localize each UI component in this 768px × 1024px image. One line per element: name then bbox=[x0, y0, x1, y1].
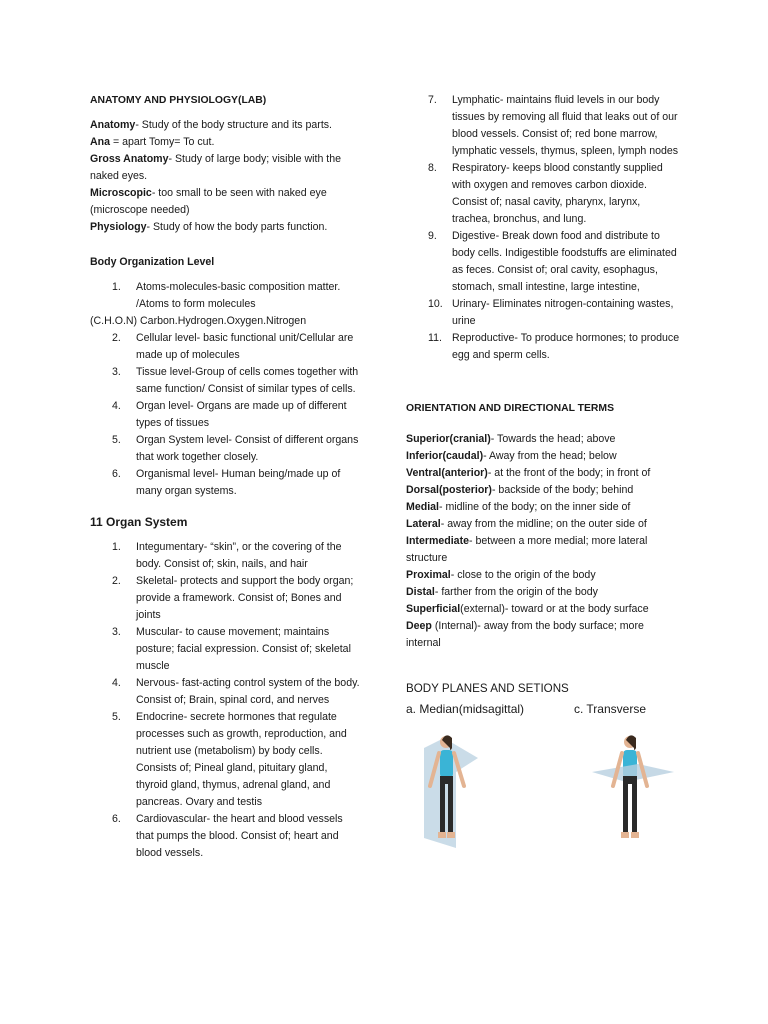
term: Medial bbox=[406, 501, 439, 513]
list-item bbox=[90, 709, 362, 811]
term-medial bbox=[406, 499, 681, 516]
definition-text: - Study of how the body parts function. bbox=[146, 221, 328, 233]
list-text: Atoms-molecules-basic composition matter. /Atoms to form molecules bbox=[136, 281, 341, 310]
list-item bbox=[90, 675, 362, 709]
list-item bbox=[90, 624, 362, 675]
definitions bbox=[90, 117, 362, 236]
left-column bbox=[90, 92, 362, 862]
definition-text: - too small to be seen with naked eye (microscope needed) bbox=[90, 187, 327, 216]
list-number: 9. bbox=[428, 230, 437, 242]
list-item bbox=[90, 279, 362, 313]
list-text: Urinary- Eliminates nitrogen-containing wastes, urine bbox=[452, 298, 674, 327]
list-number: 4. bbox=[112, 400, 121, 412]
plane-label-transverse: c. Transverse bbox=[573, 702, 646, 716]
list-text: Digestive- Break down food and distribute to body cells. Indigestible foodstuffs are eliminated as feces. Consist of; oral cavity, esophagus, stomach, small intestine, large intestine, bbox=[452, 230, 677, 293]
definition-text: = apart Tomy= To cut. bbox=[110, 136, 215, 148]
list-text: Reproductive- To produce hormones; to produce egg and sperm cells. bbox=[452, 332, 680, 361]
definition-text: - Study of large body; visible with the naked eyes. bbox=[90, 153, 342, 182]
body-plane-figures bbox=[406, 728, 681, 868]
list-number: 10. bbox=[428, 298, 443, 310]
list-text: Integumentary- “skin”, or the covering of the body. Consist of; skin, nails, and hair bbox=[136, 541, 342, 570]
figure-transverse-plane-icon bbox=[586, 728, 676, 858]
term: Superior(cranial) bbox=[406, 433, 491, 445]
definition-text: - midline of the body; on the inner side of bbox=[438, 501, 631, 513]
list-number: 11. bbox=[428, 332, 442, 344]
list-item bbox=[90, 466, 362, 500]
list-text: Organ level- Organs are made up of different types of tissues bbox=[136, 400, 347, 429]
term: Intermediate bbox=[406, 535, 469, 547]
list-item bbox=[90, 432, 362, 466]
definition-microscopic bbox=[90, 185, 362, 219]
term-ventral bbox=[406, 465, 681, 482]
term: Microscopic bbox=[90, 187, 152, 199]
body-organization-list-continued bbox=[90, 330, 362, 500]
term-dorsal bbox=[406, 482, 681, 499]
list-text: Organ System level- Consist of different organs that work together closely. bbox=[136, 434, 359, 463]
list-number: 2. bbox=[112, 332, 121, 344]
term: Distal bbox=[406, 586, 435, 598]
term: Lateral bbox=[406, 518, 441, 530]
list-number: 8. bbox=[428, 162, 437, 174]
list-item bbox=[90, 364, 362, 398]
term: Proximal bbox=[406, 569, 451, 581]
list-number: 3. bbox=[112, 366, 121, 378]
list-item bbox=[90, 330, 362, 364]
list-item bbox=[90, 539, 362, 573]
term-intermediate bbox=[406, 533, 681, 567]
definition-text: (Internal)- away from the body surface; more internal bbox=[406, 620, 644, 649]
right-column bbox=[406, 92, 681, 868]
list-item bbox=[406, 330, 681, 364]
definition-text: - backside of the body; behind bbox=[491, 484, 634, 496]
list-number: 1. bbox=[112, 281, 121, 293]
list-number: 4. bbox=[112, 677, 121, 689]
orientation-terms bbox=[406, 431, 681, 652]
term-superficial bbox=[406, 601, 681, 618]
list-text: Lymphatic- maintains fluid levels in our body tissues by removing all fluid that leaks out of our blood vessels. Consist of; red bone marrow, lymphatic vessels, thymus, spleen, lymph nodes bbox=[452, 94, 679, 157]
list-number: 5. bbox=[112, 711, 121, 723]
list-number: 3. bbox=[112, 626, 121, 638]
list-text: Endocrine- secrete hormones that regulate processes such as growth, reproduction, and nutrient use (metabolism) by body cells. Consists of; Pineal gland, pituitary gland, thyroid gland, thymus, adrenal gland, and pancreas. Ovary and testis bbox=[136, 711, 347, 808]
definition-anatomy bbox=[90, 117, 362, 134]
list-number: 6. bbox=[112, 468, 121, 480]
figure-median-plane-icon bbox=[416, 728, 486, 858]
list-text: Respiratory- keeps blood constantly supplied with oxygen and removes carbon dioxide. Consist of; nasal cavity, pharynx, larynx, trachea, bronchus, and lung. bbox=[452, 162, 663, 225]
list-item bbox=[90, 398, 362, 432]
definition-text: - Away from the head; below bbox=[483, 450, 617, 462]
term: Inferior(caudal) bbox=[406, 450, 484, 462]
plane-label-median: a. Median(midsagittal) bbox=[406, 702, 525, 716]
term: Ana bbox=[90, 136, 111, 148]
organ-system-list-continued bbox=[406, 92, 681, 364]
definition-text: - Study of the body structure and its parts. bbox=[135, 119, 333, 131]
term: Dorsal(posterior) bbox=[406, 484, 492, 496]
list-number: 2. bbox=[112, 575, 121, 587]
definition-text: - at the front of the body; in front of bbox=[487, 467, 651, 479]
definition-text: - farther from the origin of the body bbox=[434, 586, 598, 598]
organ-system-list bbox=[90, 539, 362, 862]
list-text: Cardiovascular- the heart and blood vessels that pumps the blood. Consist of; heart and blood vessels. bbox=[136, 813, 343, 859]
list-text: Organismal level- Human being/made up of many organ systems. bbox=[136, 468, 341, 497]
term: Gross Anatomy bbox=[90, 153, 169, 165]
list-text: Tissue level-Group of cells comes together with same function/ Consist of similar types of cells. bbox=[136, 366, 359, 395]
list-text: Cellular level- basic functional unit/Cellular are made up of molecules bbox=[136, 332, 354, 361]
definition-text: - close to the origin of the body bbox=[450, 569, 596, 581]
list-number: 1. bbox=[112, 541, 121, 553]
term-distal bbox=[406, 584, 681, 601]
term: Superficial bbox=[406, 603, 461, 615]
definition-ana bbox=[90, 134, 362, 151]
list-item bbox=[406, 296, 681, 330]
organ-system-heading: 11 Organ System bbox=[90, 515, 188, 529]
term-deep bbox=[406, 618, 681, 652]
list-number: 5. bbox=[112, 434, 121, 446]
term: Physiology bbox=[90, 221, 147, 233]
list-text: Skeletal- protects and support the body organ; provide a framework. Consist of; Bones and joints bbox=[136, 575, 354, 621]
body-organization-list bbox=[90, 279, 362, 313]
planes-labels bbox=[406, 701, 646, 718]
list-item bbox=[90, 811, 362, 862]
list-item bbox=[406, 92, 681, 160]
term: Ventral(anterior) bbox=[406, 467, 488, 479]
document-title: ANATOMY AND PHYSIOLOGY(LAB) bbox=[90, 95, 267, 106]
definition-text: - away from the midline; on the outer side of bbox=[440, 518, 647, 530]
list-item bbox=[406, 160, 681, 228]
list-number: 6. bbox=[112, 813, 121, 825]
list-item bbox=[90, 573, 362, 624]
list-number: 7. bbox=[428, 94, 437, 106]
orientation-heading: ORIENTATION AND DIRECTIONAL TERMS bbox=[406, 403, 614, 414]
chon-line: (C.H.O.N) Carbon.Hydrogen.Oxygen.Nitrogen bbox=[90, 315, 307, 327]
list-text: Nervous- fast-acting control system of the body. Consist of; Brain, spinal cord, and nerves bbox=[136, 677, 360, 706]
definition-physiology bbox=[90, 219, 362, 236]
body-planes-heading: BODY PLANES AND SETIONS bbox=[406, 682, 569, 695]
list-item bbox=[406, 228, 681, 296]
definition-text: - between a more medial; more lateral structure bbox=[406, 535, 648, 564]
term-superior bbox=[406, 431, 681, 448]
definition-text: - Towards the head; above bbox=[490, 433, 616, 445]
term-lateral bbox=[406, 516, 681, 533]
term-proximal bbox=[406, 567, 681, 584]
term-inferior bbox=[406, 448, 681, 465]
term: Deep bbox=[406, 620, 432, 632]
term: Anatomy bbox=[90, 119, 136, 131]
definition-text: (external)- toward or at the body surface bbox=[460, 603, 649, 615]
list-text: Muscular- to cause movement; maintains posture; facial expression. Consist of; skeletal muscle bbox=[136, 626, 351, 672]
definition-gross-anatomy bbox=[90, 151, 362, 185]
body-organization-heading: Body Organization Level bbox=[90, 256, 215, 268]
